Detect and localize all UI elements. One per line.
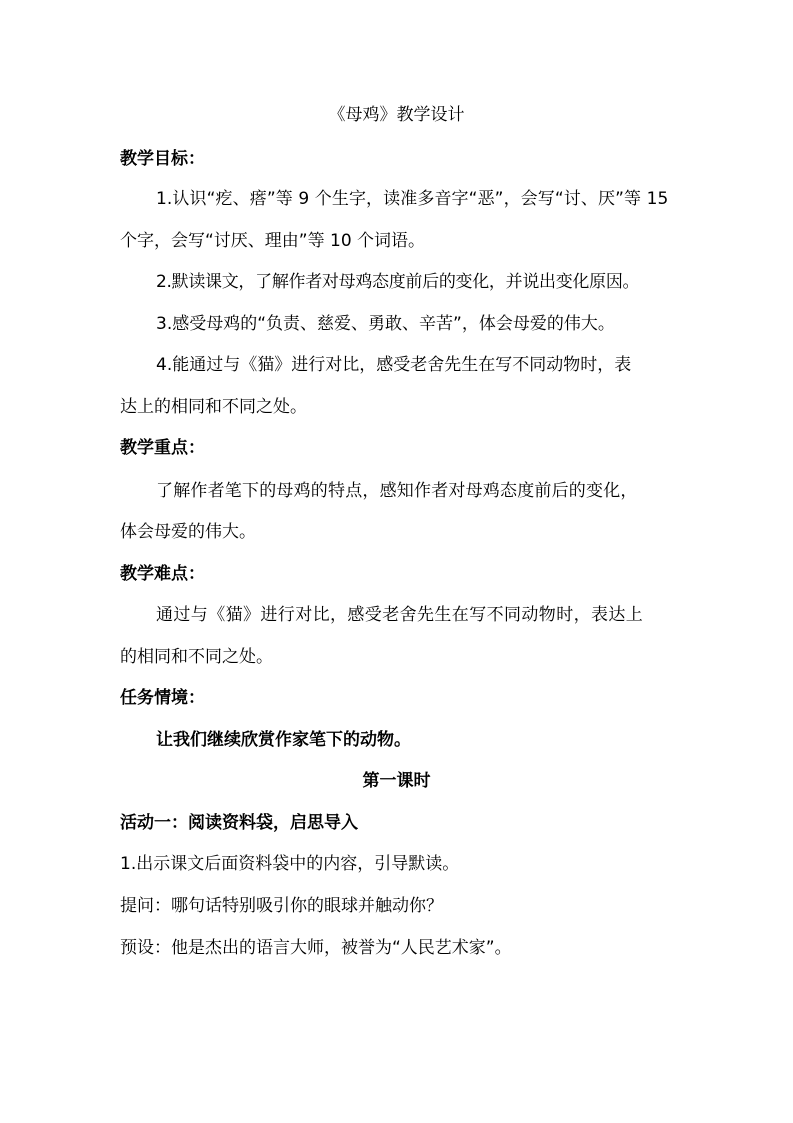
activity-1-preset: 预设：他是杰出的语言大师，被誉为“人民艺术家”。 (120, 938, 512, 958)
difficulties-line-1: 通过与《猫》进行对比，感受老舍先生在写不同动物时，表达上 (156, 605, 644, 625)
activity-1-question: 提问：哪句话特别吸引你的眼球并触动你？ (120, 896, 443, 916)
key-points-heading: 教学重点： (120, 438, 205, 458)
document-title: 《母鸡》教学设计 (328, 105, 465, 125)
difficulties-heading: 教学难点： (120, 564, 205, 584)
activity-1-step-1: 1.出示课文后面资料袋中的内容，引导默读。 (120, 854, 460, 874)
task-heading: 任务情境： (120, 688, 205, 708)
objectives-heading: 教学目标： (120, 149, 205, 169)
objective-item-2: 2.默读课文，了解作者对母鸡态度前后的变化，并说出变化原因。 (156, 272, 640, 292)
task-text: 让我们继续欣赏作家笔下的动物。 (156, 730, 411, 750)
key-points-line-1: 了解作者笔下的母鸡的特点，感知作者对母鸡态度前后的变化， (156, 481, 638, 501)
objective-item-1-line-2: 个字，会写“讨厌、理由”等 10 个词语。 (120, 231, 426, 251)
activity-1-heading: 活动一：阅读资料袋，启思导入 (120, 813, 358, 833)
objective-item-1-line-1: 1.认识“疙、瘩”等 9 个生字，读准多音字“恶”，会写“讨、厌”等 15 (156, 189, 669, 209)
objective-item-3: 3.感受母鸡的“负责、慈爱、勇敢、辛苦”，体会母爱的伟大。 (156, 314, 615, 334)
difficulties-line-2: 的相同和不同之处。 (120, 647, 273, 667)
lesson-heading: 第一课时 (362, 771, 431, 791)
objective-item-4-line-1: 4.能通过与《猫》进行对比，感受老舍先生在写不同动物时，表 (156, 355, 632, 375)
key-points-line-2: 体会母爱的伟大。 (120, 522, 256, 542)
objective-item-4-line-2: 达上的相同和不同之处。 (120, 397, 307, 417)
